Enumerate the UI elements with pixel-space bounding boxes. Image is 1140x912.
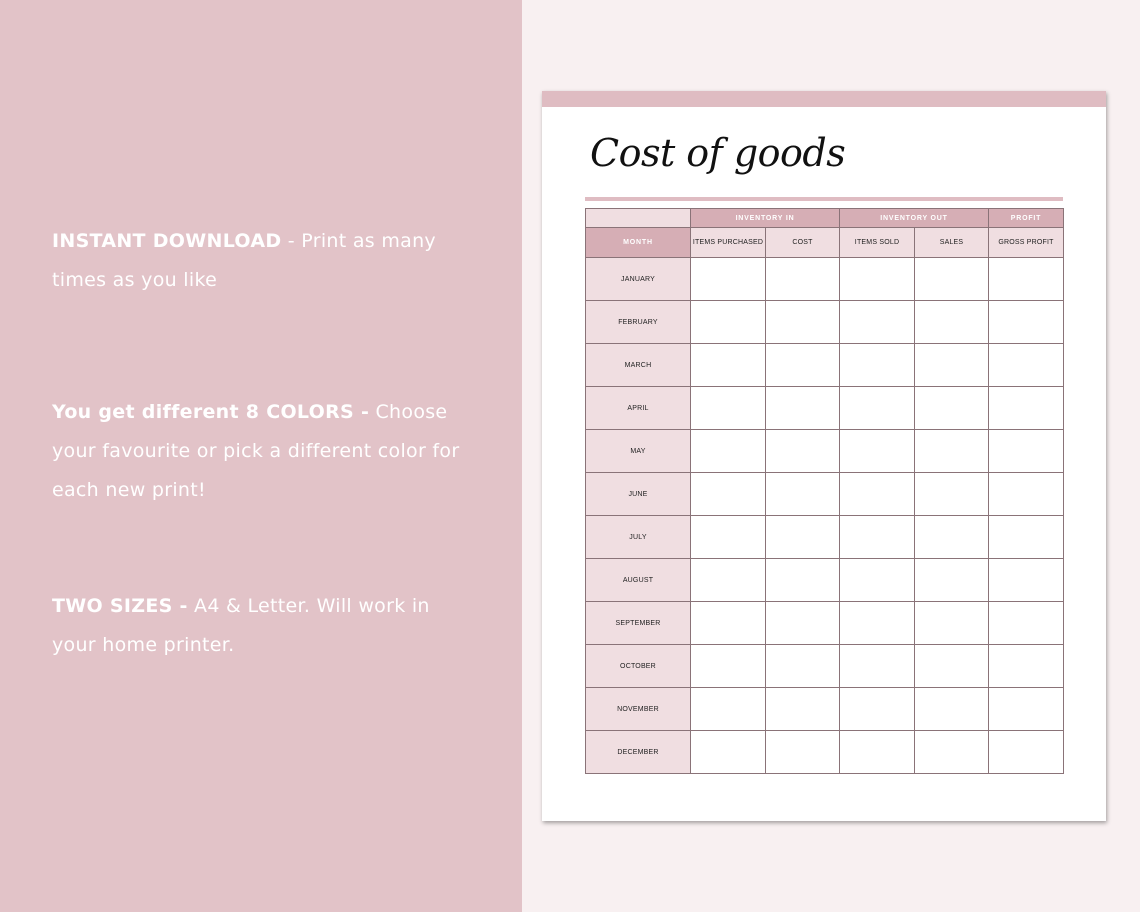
title-underline bbox=[585, 197, 1063, 201]
items-purchased-cell bbox=[691, 559, 766, 602]
sales-cell bbox=[915, 258, 989, 301]
cost-of-goods-table bbox=[585, 208, 1064, 774]
items-purchased-cell bbox=[691, 473, 766, 516]
table-row bbox=[586, 731, 1064, 774]
feature-text: - Print as many times as you like bbox=[52, 230, 436, 291]
month-cell: FEBRUARY bbox=[586, 301, 691, 344]
feature-sizes bbox=[52, 587, 472, 665]
sales-cell bbox=[915, 688, 989, 731]
table-row bbox=[586, 516, 1064, 559]
cost-cell bbox=[766, 645, 840, 688]
items-sold-cell bbox=[840, 688, 915, 731]
items-purchased-cell bbox=[691, 731, 766, 774]
items-purchased-cell bbox=[691, 387, 766, 430]
column-header-items-purchased: ITEMS PURCHASED bbox=[691, 228, 766, 258]
gross-profit-cell bbox=[989, 258, 1064, 301]
header-blank-cell bbox=[586, 209, 691, 228]
column-header-sales: SALES bbox=[915, 228, 989, 258]
items-sold-cell bbox=[840, 516, 915, 559]
sales-cell bbox=[915, 301, 989, 344]
gross-profit-cell bbox=[989, 473, 1064, 516]
sales-cell bbox=[915, 430, 989, 473]
gross-profit-cell bbox=[989, 602, 1064, 645]
month-cell: DECEMBER bbox=[586, 731, 691, 774]
gross-profit-cell bbox=[989, 731, 1064, 774]
gross-profit-cell bbox=[989, 430, 1064, 473]
items-purchased-cell bbox=[691, 602, 766, 645]
cost-cell bbox=[766, 473, 840, 516]
sales-cell bbox=[915, 473, 989, 516]
items-purchased-cell bbox=[691, 516, 766, 559]
feature-heading: You get different 8 COLORS - bbox=[52, 401, 370, 423]
cost-cell bbox=[766, 258, 840, 301]
sales-cell bbox=[915, 559, 989, 602]
table-row bbox=[586, 645, 1064, 688]
items-sold-cell bbox=[840, 559, 915, 602]
table-row bbox=[586, 430, 1064, 473]
table-row bbox=[586, 258, 1064, 301]
items-sold-cell bbox=[840, 473, 915, 516]
month-cell: OCTOBER bbox=[586, 645, 691, 688]
sales-cell bbox=[915, 516, 989, 559]
cost-cell bbox=[766, 387, 840, 430]
feature-text: A4 & Letter. Will work in your home printer. bbox=[52, 595, 430, 656]
cost-cell bbox=[766, 344, 840, 387]
month-cell: MAY bbox=[586, 430, 691, 473]
month-cell: MARCH bbox=[586, 344, 691, 387]
sales-cell bbox=[915, 344, 989, 387]
items-sold-cell bbox=[840, 602, 915, 645]
items-sold-cell bbox=[840, 344, 915, 387]
cost-cell bbox=[766, 430, 840, 473]
table-row bbox=[586, 559, 1064, 602]
cost-cell bbox=[766, 731, 840, 774]
items-sold-cell bbox=[840, 258, 915, 301]
items-sold-cell bbox=[840, 731, 915, 774]
sales-cell bbox=[915, 731, 989, 774]
sales-cell bbox=[915, 602, 989, 645]
items-sold-cell bbox=[840, 301, 915, 344]
column-header-cost: COST bbox=[766, 228, 840, 258]
feature-instant-download bbox=[52, 222, 472, 300]
items-purchased-cell bbox=[691, 258, 766, 301]
cost-cell bbox=[766, 559, 840, 602]
cost-cell bbox=[766, 602, 840, 645]
cost-cell bbox=[766, 688, 840, 731]
items-sold-cell bbox=[840, 387, 915, 430]
feature-colors bbox=[52, 393, 472, 510]
sales-cell bbox=[915, 387, 989, 430]
gross-profit-cell bbox=[989, 559, 1064, 602]
table-row bbox=[586, 344, 1064, 387]
month-cell: SEPTEMBER bbox=[586, 602, 691, 645]
feature-panel bbox=[0, 0, 522, 912]
items-sold-cell bbox=[840, 645, 915, 688]
table-row bbox=[586, 387, 1064, 430]
month-cell: NOVEMBER bbox=[586, 688, 691, 731]
column-header-gross-profit: GROSS PROFIT bbox=[989, 228, 1064, 258]
items-purchased-cell bbox=[691, 688, 766, 731]
gross-profit-cell bbox=[989, 344, 1064, 387]
column-header-items-sold: ITEMS SOLD bbox=[840, 228, 915, 258]
table-row bbox=[586, 602, 1064, 645]
month-cell: AUGUST bbox=[586, 559, 691, 602]
feature-heading: TWO SIZES - bbox=[52, 595, 188, 617]
printable-sheet bbox=[542, 91, 1106, 821]
items-purchased-cell bbox=[691, 301, 766, 344]
feature-heading: INSTANT DOWNLOAD bbox=[52, 230, 282, 252]
cost-cell bbox=[766, 516, 840, 559]
gross-profit-cell bbox=[989, 688, 1064, 731]
gross-profit-cell bbox=[989, 301, 1064, 344]
gross-profit-cell bbox=[989, 387, 1064, 430]
group-header-inventory-out: INVENTORY OUT bbox=[840, 209, 989, 228]
items-purchased-cell bbox=[691, 344, 766, 387]
group-header-profit: PROFIT bbox=[989, 209, 1064, 228]
month-cell: JANUARY bbox=[586, 258, 691, 301]
month-cell: JULY bbox=[586, 516, 691, 559]
month-cell: APRIL bbox=[586, 387, 691, 430]
sheet-title: Cost of goods bbox=[590, 131, 846, 175]
month-rows bbox=[586, 258, 1064, 774]
table-row bbox=[586, 301, 1064, 344]
sales-cell bbox=[915, 645, 989, 688]
table-row bbox=[586, 688, 1064, 731]
gross-profit-cell bbox=[989, 516, 1064, 559]
items-purchased-cell bbox=[691, 645, 766, 688]
gross-profit-cell bbox=[989, 645, 1064, 688]
month-cell: JUNE bbox=[586, 473, 691, 516]
group-header-inventory-in: INVENTORY IN bbox=[691, 209, 840, 228]
sheet-top-band bbox=[542, 91, 1106, 107]
table-row bbox=[586, 473, 1064, 516]
feature-text: Choose your favourite or pick a different color for each new print! bbox=[52, 401, 460, 501]
items-sold-cell bbox=[840, 430, 915, 473]
cost-cell bbox=[766, 301, 840, 344]
column-header-month: MONTH bbox=[586, 228, 691, 258]
items-purchased-cell bbox=[691, 430, 766, 473]
